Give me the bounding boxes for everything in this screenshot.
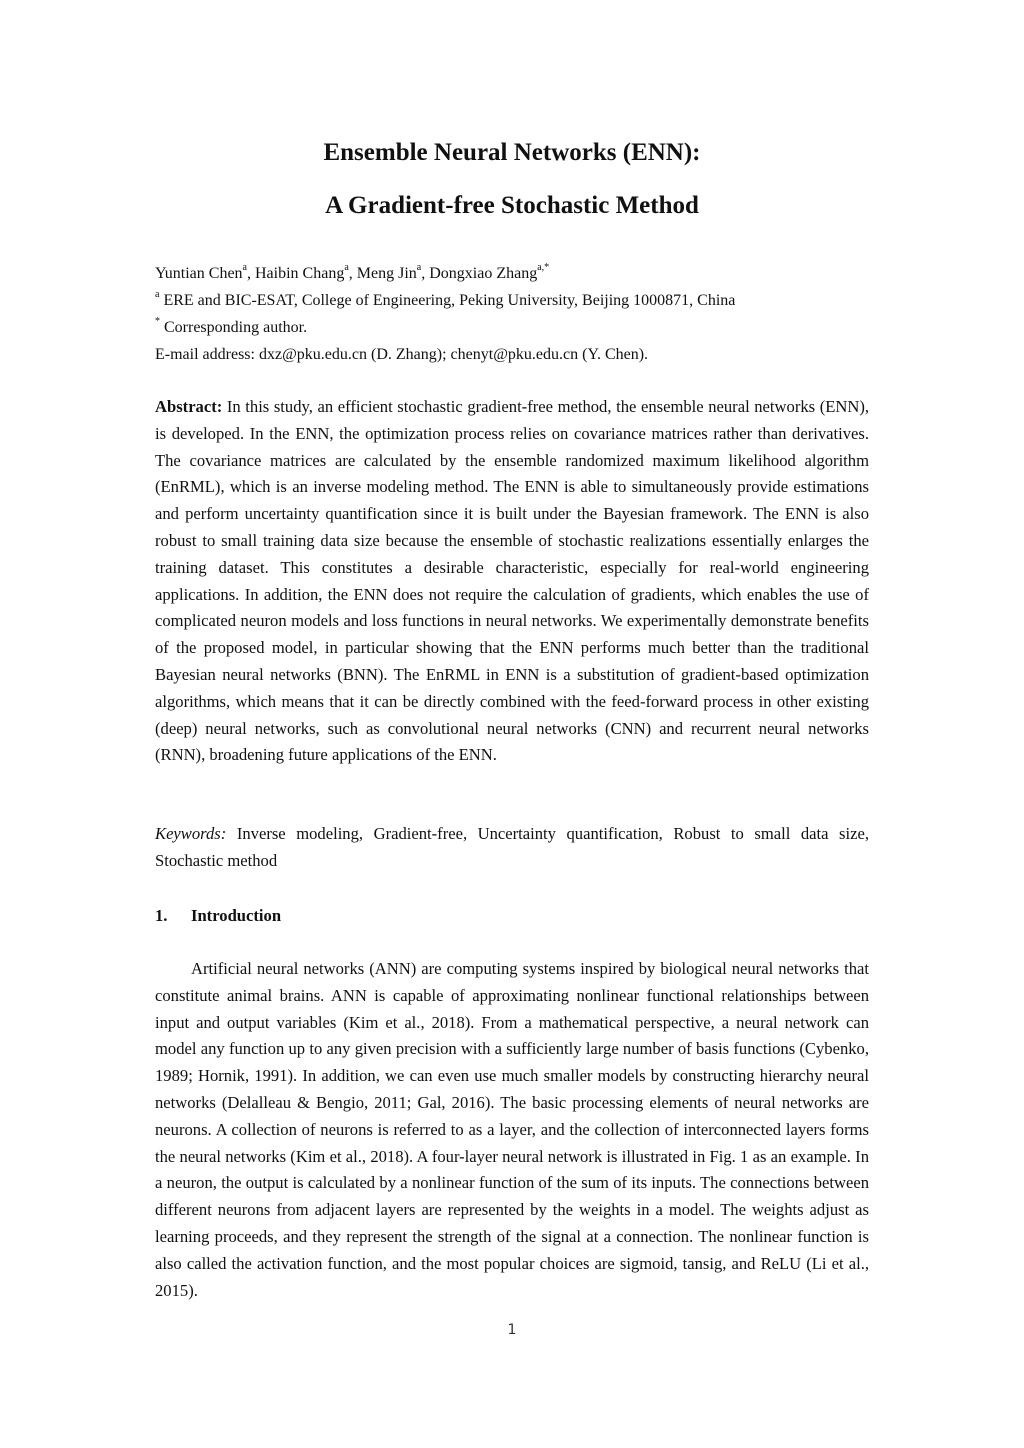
keywords-text: Inverse modeling, Gradient-free, Uncertainty quantification, Robust to small data size, Stochastic method — [155, 824, 869, 870]
corresponding-author — [155, 314, 869, 341]
author-info — [155, 260, 869, 368]
intro-paragraph: Artificial neural networks (ANN) are computing systems inspired by biological neural networks that constitute animal brains. ANN is capable of approximating nonlinear functional relationships between input and output variables (Kim et al., 2018). From a mathematical perspective, a neural network can model any function up to any given precision with a sufficiently large number of basis functions (Cybenko, 1989; Hornik, 1991). In addition, we can even use much smaller models by constructing hierarchy neural networks (Delalleau & Bengio, 2011; Gal, 2016). The basic processing elements of neural networks are neurons. A collection of neurons is referred to as a layer, and the collection of interconnected layers forms the neural networks (Kim et al., 2018). A four-layer neural network is illustrated in Fig. 1 as an example. In a neuron, the output is calculated by a nonlinear function of the sum of its inputs. The connections between different neurons from adjacent layers are represented by the weights in a model. The weights adjust as learning proceeds, and they represent the strength of the signal at a connection. The nonlinear function is also called the activation function, and the most popular choices are sigmoid, tansig, and ReLU (Li et al., 2015). — [155, 959, 869, 1300]
author-name: Yuntian Chen — [155, 265, 243, 282]
paper-title-line-1: Ensemble Neural Networks (ENN): — [323, 139, 701, 166]
author-name: Meng Jin — [356, 265, 417, 282]
corresponding-text: Corresponding author. — [164, 319, 308, 336]
affiliation-mark: a — [155, 288, 160, 300]
author-affiliation-mark: a,* — [537, 261, 550, 273]
author-affiliation-mark: a — [242, 261, 247, 273]
section-number: 1. — [155, 906, 168, 925]
author-affiliation-mark: a — [344, 261, 349, 273]
author-name: Haibin Chang — [255, 265, 345, 282]
keywords — [155, 821, 869, 875]
keywords-label: Keywords: — [155, 824, 227, 843]
corresponding-mark: * — [155, 315, 160, 327]
page-number: 1 — [507, 1322, 517, 1338]
abstract — [155, 394, 869, 769]
affiliation-text: ERE and BIC-ESAT, College of Engineering, Peking University, Beijing 1000871, China — [163, 292, 736, 309]
affiliation — [155, 287, 869, 314]
abstract-label: Abstract: — [155, 397, 223, 416]
email-address: E-mail address: dxz@pku.edu.cn (D. Zhang); chenyt@pku.edu.cn (Y. Chen). — [155, 346, 649, 363]
paper-title-line-2: A Gradient-free Stochastic Method — [325, 192, 699, 219]
section-heading-introduction — [155, 903, 281, 929]
abstract-text: In this study, an efficient stochastic gradient-free method, the ensemble neural networks (ENN), is developed. In the ENN, the optimization process relies on covariance matrices rather than derivatives. The covariance matrices are calculated by the ensemble randomized maximum likelihood algorithm (EnRML), which is an inverse modeling method. The ENN is able to simultaneously provide estimations and perform uncertainty quantification since it is built under the Bayesian framework. The ENN is also robust to small training data size because the ensemble of stochastic realizations essentially enlarges the training dataset. This constitutes a desirable characteristic, especially for real-world engineering applications. In addition, the ENN does not require the calculation of gradients, which enables the use of complicated neuron models and loss functions in neural networks. We experimentally demonstrate benefits of the proposed model, in particular showing that the ENN performs much better than the traditional Bayesian neural networks (BNN). The EnRML in ENN is a substitution of gradient-based optimization algorithms, which means that it can be directly combined with the feed-forward process in other existing (deep) neural networks, such as convolutional neural networks (CNN) and recurrent neural networks (RNN), broadening future applications of the ENN. — [155, 397, 869, 765]
section-title: Introduction — [191, 906, 282, 925]
author-name: Dongxiao Zhang — [429, 265, 538, 282]
author-affiliation-mark: a — [416, 261, 422, 273]
author-list: Yuntian Chen$^a$, Haibin Chang$^a$, Meng Jin$^a$, Dongxiao Zhang$^{a,*}$ — [155, 261, 550, 282]
